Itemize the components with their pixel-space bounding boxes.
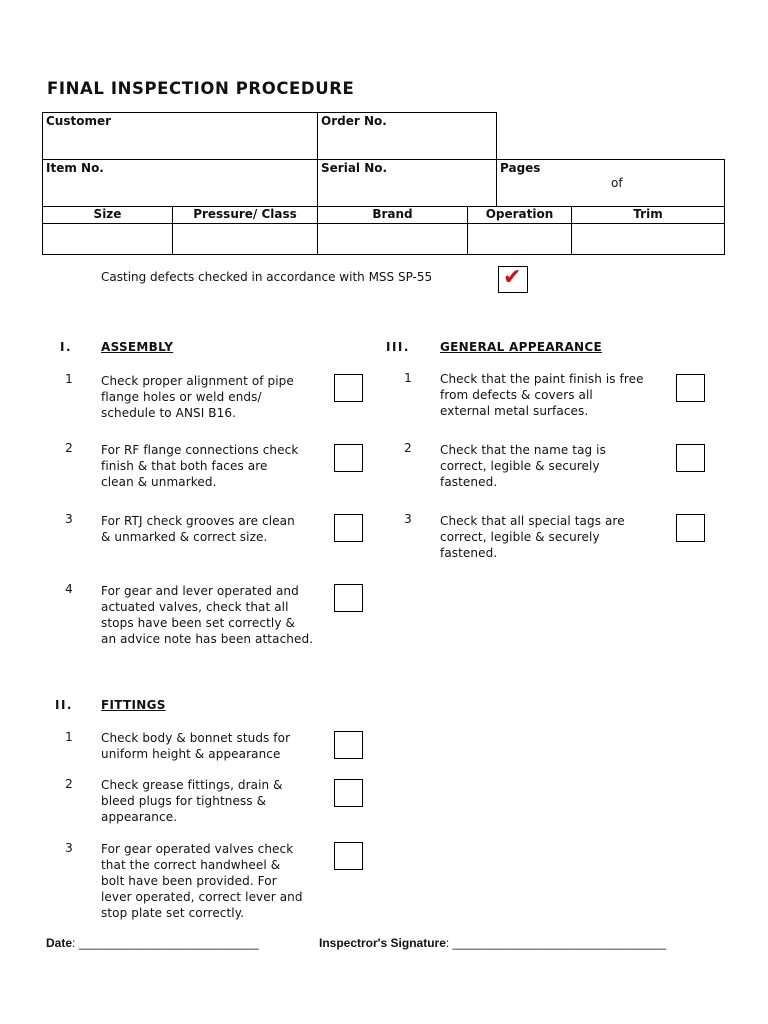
order-no-field[interactable] <box>317 112 497 160</box>
section-title-fittings: FITTINGS <box>101 698 166 712</box>
assembly-1-checkbox[interactable] <box>334 374 363 402</box>
assembly-item-text: For RTJ check grooves are clean & unmarked & correct size. <box>101 514 295 544</box>
general-item-text: Check that the name tag is correct, legible & securely fastened. <box>440 443 606 489</box>
assembly-item-number: 3 <box>65 512 73 526</box>
trim-cell[interactable] <box>571 223 725 255</box>
date-label: Date <box>46 936 73 950</box>
pages-of-label: of <box>611 176 623 190</box>
serial-no-label: Serial No. <box>321 161 388 175</box>
fittings-item-number: 2 <box>65 777 73 791</box>
assembly-item-text: For RF flange connections check finish & that both faces are clean & unmarked. <box>101 443 299 489</box>
general-3-checkbox[interactable] <box>676 514 705 542</box>
signature-label: Inspectror's Signature <box>319 936 446 950</box>
assembly-item-number: 1 <box>65 372 73 386</box>
assembly-item-text: For gear and lever operated and actuated valves, check that all stops have been set correctly & an advice note has been attached. <box>101 584 314 646</box>
size-cell[interactable] <box>42 223 173 255</box>
general-item-number: 2 <box>404 441 412 455</box>
general-item-number: 1 <box>404 371 412 385</box>
signature-line: ________________________________ <box>452 936 667 950</box>
customer-label: Customer <box>46 114 112 128</box>
general-item-text: Check that all special tags are correct, legible & securely fastened. <box>440 514 625 560</box>
brand-cell[interactable] <box>317 223 468 255</box>
date-field[interactable]: Date: ___________________________ <box>46 936 259 950</box>
item-no-label: Item No. <box>46 161 104 175</box>
section-numeral-fittings: II. <box>55 698 73 712</box>
assembly-3-checkbox[interactable] <box>334 514 363 542</box>
customer-field[interactable] <box>42 112 318 160</box>
item-no-field[interactable] <box>42 159 318 207</box>
assembly-2-checkbox[interactable] <box>334 444 363 472</box>
pages-field[interactable] <box>496 159 725 207</box>
casting-note: Casting defects checked in accordance with MSS SP-55 <box>101 270 433 284</box>
date-line: ___________________________ <box>78 936 259 950</box>
fittings-item-number: 3 <box>65 841 73 855</box>
col-trim-header: Trim <box>571 206 725 224</box>
fittings-item-text: Check grease fittings, drain & bleed plugs for tightness & appearance. <box>101 778 283 824</box>
pages-label: Pages <box>500 161 541 175</box>
assembly-item-number: 2 <box>65 441 73 455</box>
general-2-checkbox[interactable] <box>676 444 705 472</box>
checkmark-icon: ✔ <box>503 265 522 290</box>
operation-cell[interactable] <box>467 223 572 255</box>
assembly-4-checkbox[interactable] <box>334 584 363 612</box>
section-title-assembly: ASSEMBLY <box>101 340 174 354</box>
page-title: FINAL INSPECTION PROCEDURE <box>47 79 355 98</box>
signature-field[interactable]: Inspectror's Signature: ________________________________ <box>319 936 667 950</box>
order-no-label: Order No. <box>321 114 387 128</box>
fittings-3-checkbox[interactable] <box>334 842 363 870</box>
general-1-checkbox[interactable] <box>676 374 705 402</box>
col-size-header: Size <box>42 206 173 224</box>
serial-no-field[interactable] <box>317 159 497 207</box>
col-operation-header: Operation <box>467 206 572 224</box>
section-title-general: GENERAL APPEARANCE <box>440 340 602 354</box>
assembly-item-number: 4 <box>65 582 73 596</box>
fittings-item-number: 1 <box>65 730 73 744</box>
general-item-number: 3 <box>404 512 412 526</box>
section-numeral-assembly: I. <box>60 340 73 354</box>
col-pressure-header: Pressure/ Class <box>172 206 318 224</box>
pressure-class-cell[interactable] <box>172 223 318 255</box>
general-item-text: Check that the paint finish is free from defects & covers all external metal surfaces. <box>440 372 644 418</box>
casting-checkbox[interactable] <box>498 266 528 293</box>
fittings-item-text: For gear operated valves check that the correct handwheel & bolt have been provided. For lever operated, correct lever and stop plate set correctly. <box>101 842 303 920</box>
fittings-item-text: Check body & bonnet studs for uniform height & appearance <box>101 731 291 761</box>
assembly-item-text: Check proper alignment of pipe flange holes or weld ends/ schedule to ANSI B16. <box>101 374 294 420</box>
section-numeral-general: III. <box>386 340 410 354</box>
col-brand-header: Brand <box>317 206 468 224</box>
fittings-2-checkbox[interactable] <box>334 779 363 807</box>
fittings-1-checkbox[interactable] <box>334 731 363 759</box>
